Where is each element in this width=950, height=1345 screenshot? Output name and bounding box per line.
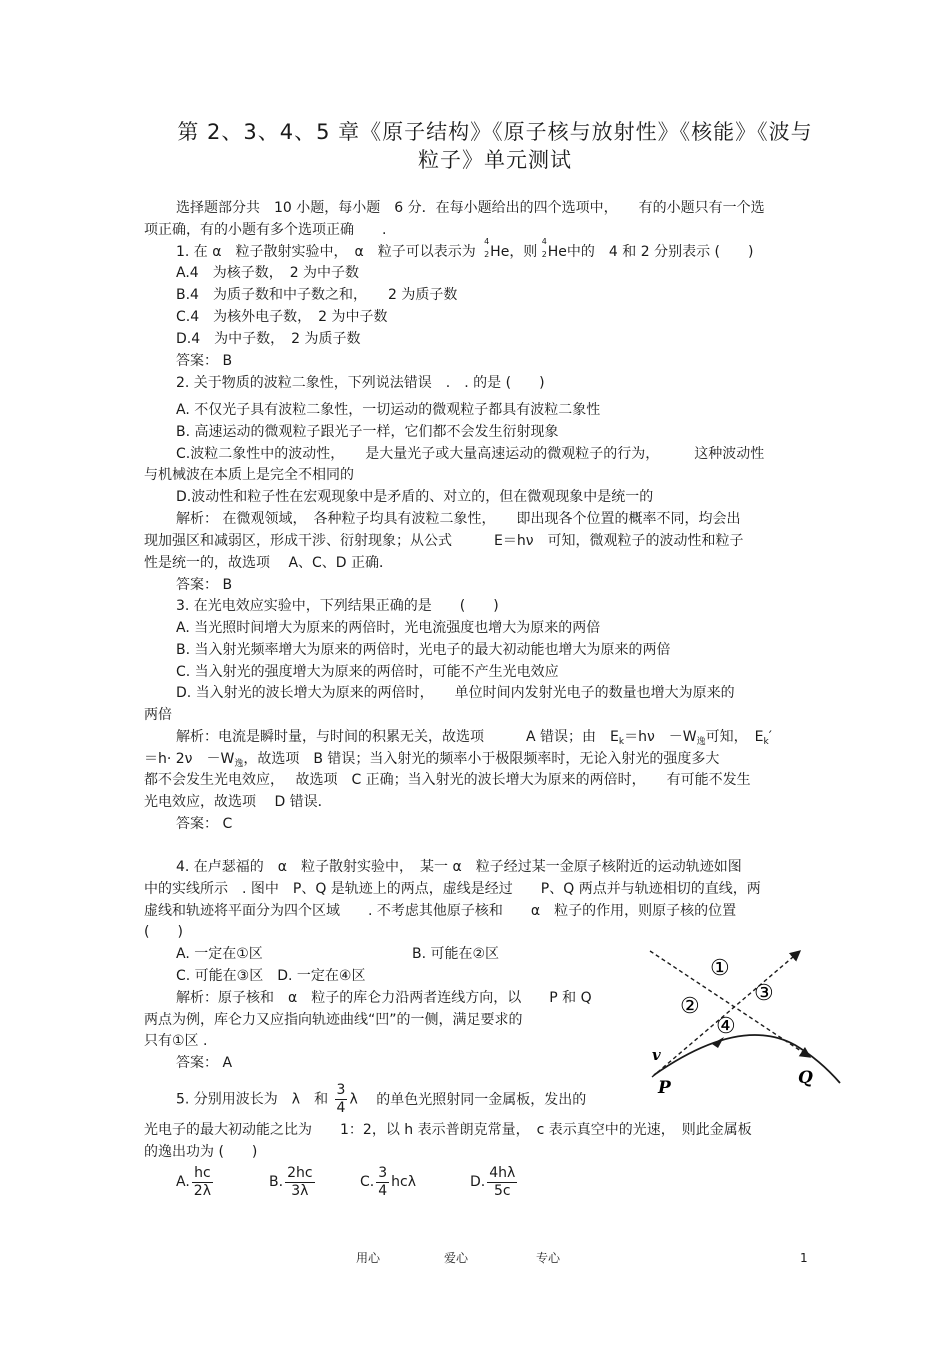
region-2-label: ② xyxy=(680,994,700,1019)
mass-number: 4 xyxy=(484,237,490,246)
denominator: 3λ xyxy=(291,1182,309,1199)
question-5-stem: 光电子的最大初动能之比为 1：2，以 h 表示普朗克常量， c 表示真空中的光速， 则此金属板 xyxy=(144,1122,752,1138)
footer-text: 爱心 xyxy=(444,1251,469,1265)
numerator: 3 xyxy=(378,1164,388,1181)
fraction xyxy=(487,1165,517,1200)
question-4-stem: ( ) xyxy=(144,924,183,940)
q1-option-a: A.4 为核子数， 2 为中子数 xyxy=(176,265,360,281)
q1-option-c: C.4 为核外电子数， 2 为中子数 xyxy=(176,309,388,325)
q4-option-b: B. 可能在②区 xyxy=(412,946,500,962)
q1-option-b: B.4 为质子数和中子数之和， 2 为质子数 xyxy=(176,287,458,303)
q4-analysis: 两点为例，库仑力又应指向轨迹曲线“凹”的一侧，满足要求的 xyxy=(144,1012,523,1028)
fraction xyxy=(376,1165,389,1200)
text-run: ′ xyxy=(768,729,772,745)
q3-option-d-cont: 两倍 xyxy=(144,707,172,723)
page-title-line1: 第 2、3、4、5 章《原子结构》《原子核与放射性》《核能》《波与 xyxy=(177,120,813,144)
question-3-stem: 3. 在光电效应实验中，下列结果正确的是 ( ) xyxy=(176,598,499,614)
helium-isotope xyxy=(541,237,567,262)
option-label: D. xyxy=(470,1174,486,1190)
alpha-scattering-figure xyxy=(640,945,845,1095)
text-run: 5. 分别用波长为 λ 和 xyxy=(176,1091,329,1108)
element-symbol: He xyxy=(490,244,510,260)
intro-line: 选择题部分共 10 小题，每小题 6 分．在每小题给出的四个选项中， 有的小题只有一个选 xyxy=(176,200,765,216)
q3-option-d: D. 当入射光的波长增大为原来的两倍时， 单位时间内发射光电子的数量也增大为原来的 xyxy=(176,685,735,701)
fraction xyxy=(192,1165,213,1200)
subscript: k xyxy=(618,737,625,747)
region-1-label: ① xyxy=(710,956,730,981)
velocity-label: v xyxy=(652,1046,661,1064)
text-run: ，故选项 B 错误；当入射光的频率小于极限频率时，无论入射光的强度多大 xyxy=(243,751,720,767)
region-3-label: ③ xyxy=(754,981,774,1006)
numerator: hc xyxy=(194,1164,211,1181)
page-number: 1 xyxy=(800,1251,808,1265)
text-run: 的单色光照射同一金属板，发出的 xyxy=(376,1091,587,1108)
q2-option-c: C.波粒二象性中的波动性， 是大量光子或大量高速运动的微观粒子的行为， 这种波动性 xyxy=(176,446,765,462)
question-1-stem xyxy=(176,237,754,262)
question-5-stem: 的逸出功为 ( ) xyxy=(144,1144,258,1160)
q1-stem-part: 1. 在 α 粒子散射实验中， α 粒子可以表示为 xyxy=(176,244,476,260)
q2-option-a: A. 不仅光子具有波粒二象性，一切运动的微观粒子都具有波粒二象性 xyxy=(176,402,601,418)
denominator: 5c xyxy=(493,1182,511,1199)
option-label: B. xyxy=(269,1174,284,1190)
q3-option-a: A. 当光照时间增大为原来的两倍时，光电流强度也增大为原来的两倍 xyxy=(176,620,601,636)
q3-analysis: 都不会发生光电效应， 故选项 C 正确；当入射光的波长增大为原来的两倍时， 有可能不发生 xyxy=(144,772,751,788)
q1-stem-part: 中的 4 和 2 分别表示 ( ) xyxy=(566,244,754,260)
option-label: C. xyxy=(360,1174,375,1190)
point-p-label: P xyxy=(658,1078,671,1095)
q5-option-c xyxy=(360,1164,416,1200)
text-run: ＝hν －W xyxy=(624,729,697,745)
numerator: 2hc xyxy=(287,1164,313,1181)
q4-answer: 答案： A xyxy=(176,1055,233,1071)
q2-answer: 答案： B xyxy=(176,577,233,593)
denominator: 4 xyxy=(378,1182,388,1199)
text-run: λ xyxy=(349,1091,358,1108)
intro-line: 项正确，有的小题有多个选项正确 . xyxy=(144,222,387,238)
numerator: 4hλ xyxy=(489,1164,516,1181)
text-run: 解析：电流是瞬时量，与时间的积累无关，故选项 A 错误；由 E xyxy=(176,729,619,745)
q2-option-c-cont: 与机械波在本质上是完全不相同的 xyxy=(144,467,354,483)
question-5-stem xyxy=(176,1082,586,1117)
option-label: A. xyxy=(176,1174,190,1190)
page-title-line2: 粒子》单元测试 xyxy=(418,148,572,172)
fraction xyxy=(285,1165,314,1200)
subscript: 逸 xyxy=(234,759,244,769)
denominator: 4 xyxy=(336,1100,346,1116)
point-q-label: Q xyxy=(798,1068,813,1088)
q2-option-d: D.波动性和粒子性在宏观现象中是矛盾的、对立的，但在微观现象中是统一的 xyxy=(176,489,654,505)
q3-option-c: C. 当入射光的强度增大为原来的两倍时，可能不产生光电效应 xyxy=(176,664,559,680)
q3-option-b: B. 当入射光频率增大为原来的两倍时，光电子的最大初动能也增大为原来的两倍 xyxy=(176,642,671,658)
q2-option-b: B. 高速运动的微观粒子跟光子一样，它们都不会发生衍射现象 xyxy=(176,424,559,440)
text-run: ＝h· 2ν －W xyxy=(144,751,235,767)
q2-analysis: 现加强区和减弱区，形成干涉、衍射现象；从公式 E＝hν 可知，微观粒子的波动性和粒子 xyxy=(144,533,744,549)
q4-option-cd: C. 可能在③区 D. 一定在④区 xyxy=(176,968,366,984)
footer-text: 专心 xyxy=(536,1251,561,1265)
q3-analysis: 光电效应，故选项 D 错误． xyxy=(144,794,332,810)
helium-isotope xyxy=(484,237,510,262)
q3-answer: 答案： C xyxy=(176,816,233,832)
element-symbol: He xyxy=(547,244,567,260)
fraction-three-quarters xyxy=(335,1082,348,1117)
footer-text: 用心 xyxy=(356,1251,381,1265)
numerator: 3 xyxy=(336,1082,346,1098)
q1-option-d: D.4 为中子数， 2 为质子数 xyxy=(176,331,361,347)
q4-option-a: A. 一定在①区 xyxy=(176,946,263,962)
q5-option-d xyxy=(470,1164,519,1200)
question-2-stem: 2. 关于物质的波粒二象性，下列说法错误 . . 的是 ( ) xyxy=(176,375,545,391)
q4-analysis: 只有①区 . xyxy=(144,1033,208,1049)
atomic-number: 2 xyxy=(541,250,547,259)
region-4-label: ④ xyxy=(716,1014,736,1039)
q2-analysis: 性是统一的，故选项 A、C、D 正确． xyxy=(144,555,394,571)
subscript: k xyxy=(763,737,769,747)
mass-number: 4 xyxy=(541,237,547,246)
text-run: 可知， E xyxy=(705,729,764,745)
atomic-number: 2 xyxy=(484,250,490,259)
denominator: 2λ xyxy=(193,1182,211,1199)
q5-option-b xyxy=(269,1164,317,1200)
q1-answer: 答案： B xyxy=(176,353,233,369)
q4-analysis: 解析：原子核和 α 粒子的库仑力沿两者连线方向，以 P 和 Q xyxy=(176,990,592,1006)
question-4-stem: 虚线和轨迹将平面分为四个区域 . 不考虑其他原子核和 α 粒子的作用，则原子核的位置 xyxy=(144,903,737,919)
question-4-stem: 4. 在卢瑟福的 α 粒子散射实验中， 某一 α 粒子经过某一金原子核附近的运动轨迹如图 xyxy=(176,859,742,875)
question-4-stem: 中的实线所示 . 图中 P、Q 是轨迹上的两点，虚线是经过 P、Q 两点并与轨迹相切的直线，两 xyxy=(144,881,761,897)
text-run: hcλ xyxy=(391,1174,417,1190)
q2-analysis: 解析： 在微观领域， 各种粒子均具有波粒二象性， 即出现各个位置的概率不同，均会出 xyxy=(176,511,741,527)
q5-option-a xyxy=(176,1164,215,1200)
q1-stem-part: ，则 xyxy=(509,244,538,260)
subscript: 逸 xyxy=(696,737,706,747)
